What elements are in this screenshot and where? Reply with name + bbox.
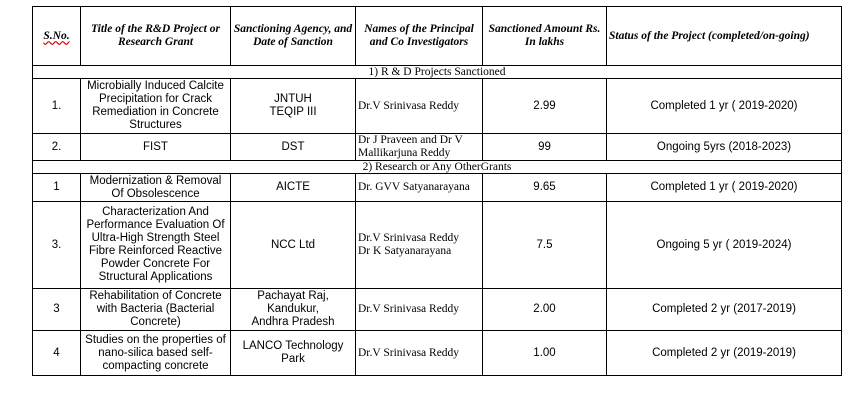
row-sno: 3. (33, 202, 81, 289)
row-amount: 2.99 (483, 79, 607, 134)
row-status: Completed 1 yr ( 2019-2020) (607, 79, 842, 134)
row-investigators (356, 174, 483, 202)
row-sno: 3 (33, 289, 81, 331)
table-row (33, 289, 842, 331)
agency-line: TEQIP III (269, 106, 317, 118)
projects-table-wrapper (32, 6, 842, 376)
investigator-line: Dr. GVV Satyanarayana (358, 181, 470, 193)
row-sno: 4 (33, 331, 81, 376)
investigator-line: Dr K Satyanarayana (358, 245, 452, 257)
investigator-line: Mallikarjuna Reddy (358, 147, 451, 159)
table-row (33, 202, 842, 289)
header-investigators: Names of the Principal and Co Investigators (356, 7, 483, 66)
section-row-rd (33, 66, 842, 79)
row-amount: 2.00 (483, 289, 607, 331)
investigator-line: Dr.V Srinivasa Reddy (358, 303, 460, 315)
header-amount: Sanctioned Amount Rs. In lakhs (483, 7, 607, 66)
header-sno-text: S.No. (43, 29, 70, 42)
row-investigators (356, 289, 483, 331)
row-status: Ongoing 5yrs (2018-2023) (607, 134, 842, 161)
row-amount: 99 (483, 134, 607, 161)
row-title: Modernization & Removal Of Obsolescence (81, 174, 231, 202)
row-amount: 7.5 (483, 202, 607, 289)
row-agency: NCC Ltd (231, 202, 356, 289)
table-row (33, 134, 842, 161)
table-row (33, 79, 842, 134)
row-status: Ongoing 5 yr ( 2019-2024) (607, 202, 842, 289)
header-title: Title of the R&D Project or Research Grant (81, 7, 231, 66)
row-amount: 1.00 (483, 331, 607, 376)
row-status: Completed 2 yr (2017-2019) (607, 289, 842, 331)
section-title-grants: 2) Research or Any OtherGrants (33, 161, 842, 174)
agency-line: Pachayat Raj, Kandukur, (257, 290, 329, 315)
row-status: Completed 2 yr (2019-2019) (607, 331, 842, 376)
row-title: Characterization And Performance Evaluation Of Ultra-High Strength Steel Fibre Reinforced Reactive Powder Concrete For Structural Applications (81, 202, 231, 289)
row-investigators (356, 79, 483, 134)
row-agency (231, 331, 356, 376)
table-row (33, 331, 842, 376)
projects-table (32, 6, 842, 376)
header-agency: Sanctioning Agency, and Date of Sanction (231, 7, 356, 66)
row-agency (231, 289, 356, 331)
investigator-line: Dr.V Srinivasa Reddy (358, 99, 460, 112)
row-investigators (356, 134, 483, 161)
agency-line: Park (281, 353, 305, 365)
row-agency (231, 79, 356, 134)
row-title: Microbially Induced Calcite Precipitation for Crack Remediation in Concrete Structures (81, 79, 231, 134)
agency-line: Andhra Pradesh (251, 316, 335, 328)
agency-line: JNTUH (274, 93, 312, 105)
investigator-line: Dr.V Srinivasa Reddy (358, 232, 460, 244)
header-status: Status of the Project (completed/on-going) (607, 7, 842, 66)
row-title: Rehabilitation of Concrete with Bacteria (Bacterial Concrete) (81, 289, 231, 331)
row-amount: 9.65 (483, 174, 607, 202)
agency-line: LANCO Technology (242, 340, 344, 352)
header-sno (33, 7, 81, 66)
row-title: FIST (81, 134, 231, 161)
row-investigators (356, 202, 483, 289)
header-row (33, 7, 842, 66)
row-agency: DST (231, 134, 356, 161)
section-title-rd: 1) R & D Projects Sanctioned (33, 66, 842, 79)
section-row-grants (33, 161, 842, 174)
row-title: Studies on the properties of nano-silica based self-compacting concrete (81, 331, 231, 376)
row-investigators (356, 331, 483, 376)
table-row (33, 174, 842, 202)
row-sno: 1 (33, 174, 81, 202)
investigator-line: Dr J Praveen and Dr V (358, 134, 463, 146)
row-sno: 1. (33, 79, 81, 134)
row-agency: AICTE (231, 174, 356, 202)
row-status: Completed 1 yr ( 2019-2020) (607, 174, 842, 202)
investigator-line: Dr.V Srinivasa Reddy (358, 346, 460, 359)
row-sno: 2. (33, 134, 81, 161)
